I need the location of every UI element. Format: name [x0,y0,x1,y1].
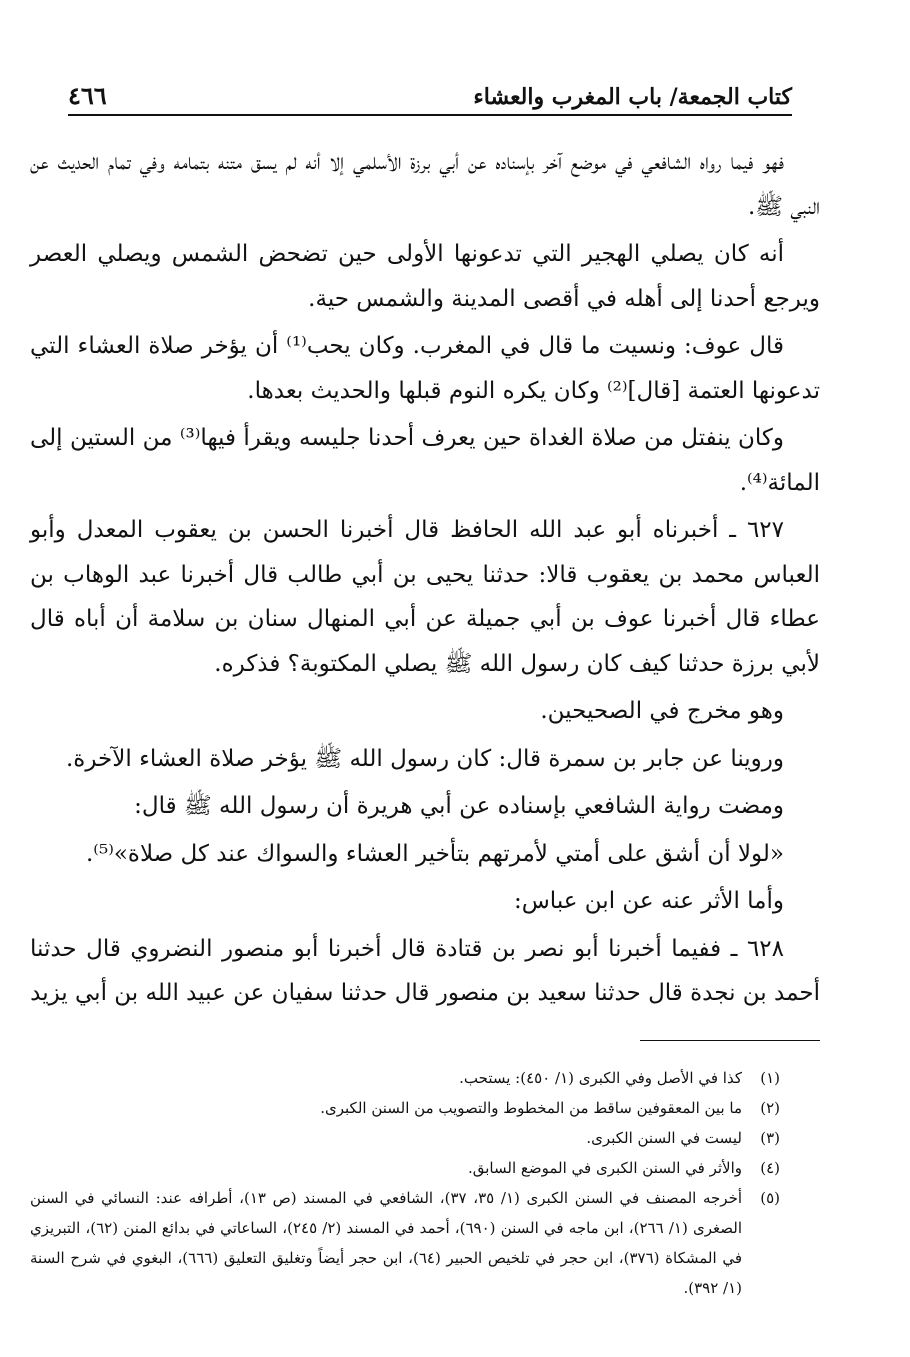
footnote [30,1063,780,1093]
footnote [30,1183,780,1303]
footnote [30,1153,780,1183]
footnote-text: ما بين المعقوفين ساقط من المخطوط والتصويب من السنن الكبرى. [320,1099,742,1117]
paragraph: وكان ينفتل من صلاة الغداة حين يعرف أحدنا جليسه ويقرأ فيها⁽³⁾ من الستين إلى المائة⁽⁴⁾. [30,425,820,496]
main-text [30,140,820,1019]
footnote [30,1093,780,1123]
running-title: كتاب الجمعة/ باب المغرب والعشاء [473,84,792,110]
footnote-text: ليست في السنن الكبرى. [586,1129,742,1147]
footnote-number: (٤) [760,1159,780,1177]
footnote [30,1123,780,1153]
footnote-number: (٣) [760,1129,780,1147]
paragraph: وروينا عن جابر بن سمرة قال: كان رسول الله ﷺ يؤخر صلاة العشاء الآخرة. [66,745,784,772]
page-header [68,70,792,116]
hadith-627: ٦٢٧ ـ أخبرناه أبو عبد الله الحافظ قال أخبرنا الحسن بن يعقوب المعدل وأبو العباس محمد بن يعقوب قالا: حدثنا يحيى بن أبي طالب قال أخبرنا عبد الوهاب بن عطاء قال أخبرنا عوف بن أبي جميلة عن أبي المنهال سنان بن سلامة أن أباه قال لأبي برزة حدثنا كيف كان رسول الله ﷺ يصلي المكتوبة؟ فذكره. [30,517,820,677]
footnote-number: (٢) [760,1099,780,1117]
quoted-hadith: «لولا أن أشق على أمتي لأمرتهم بتأخير العشاء والسواك عند كل صلاة»⁽⁵⁾. [85,840,784,867]
paragraph: قال عوف: ونسيت ما قال في المغرب. وكان يحب⁽¹⁾ أن يؤخر صلاة العشاء التي تدعونها العتمة [قال]⁽²⁾ وكان يكره النوم قبلها والحديث بعدها. [30,333,820,404]
page-number: ٤٦٦ [68,81,107,110]
footnote-text: كذا في الأصل وفي الكبرى (١/ ٤٥٠): يستحب. [459,1069,742,1087]
paragraph: أنه كان يصلي الهجير التي تدعونها الأولى حين تضحض الشمس ويصلي العصر ويرجع أحدنا إلى أهله في أقصى المدينة والشمس حية. [30,241,820,312]
paragraph: وأما الأثر عنه عن ابن عباس: [513,888,784,914]
footnote-text: أخرجه المصنف في السنن الكبرى (١/ ٣٥، ٣٧)، الشافعي في المسند (ص ١٣)، أطرافه عند: النسائي في السنن الصغرى (١/ ٢٦٦)، ابن ماجه في السنن (٦٩٠)، أحمد في المسند (٢/ ٢٤٥)، الساعاتي في بدائع المنن (٦٢)، التبريزي في المشكاة (٣٧٦)، ابن حجر في تلخيص الحبير (٦٤)، ابن حجر أيضاً وتغليق التعليق (٦٦٦)، البغوي في شرح السنة (١/ ٣٩٢). [30,1189,743,1297]
paragraph: وهو مخرج في الصحيحين. [540,698,784,724]
paragraph: فهو فيما رواه الشافعي في موضع آخر بإسناده عن أبي برزة الأسلمي إلا أنه لم يسق متنه بتمامه وفي تمام الحديث عن النبي ﷺ. [30,149,820,220]
footnote-number: (٥) [760,1189,780,1207]
footnote-divider [640,1040,820,1041]
footnote-number: (١) [760,1069,780,1087]
paragraph: ومضت رواية الشافعي بإسناده عن أبي هريرة أن رسول الله ﷺ قال: [134,793,784,819]
hadith-628: ٦٢٨ ـ ففيما أخبرنا أبو نصر بن قتادة قال أخبرنا أبو منصور النضروي قال حدثنا أحمد بن نجدة قال حدثنا سعيد بن منصور قال حدثنا سفيان عن عبيد الله بن أبي يزيد [30,935,820,1006]
footnote-text: والأثر في السنن الكبرى في الموضع السابق. [467,1159,742,1177]
footnotes [30,1063,780,1303]
